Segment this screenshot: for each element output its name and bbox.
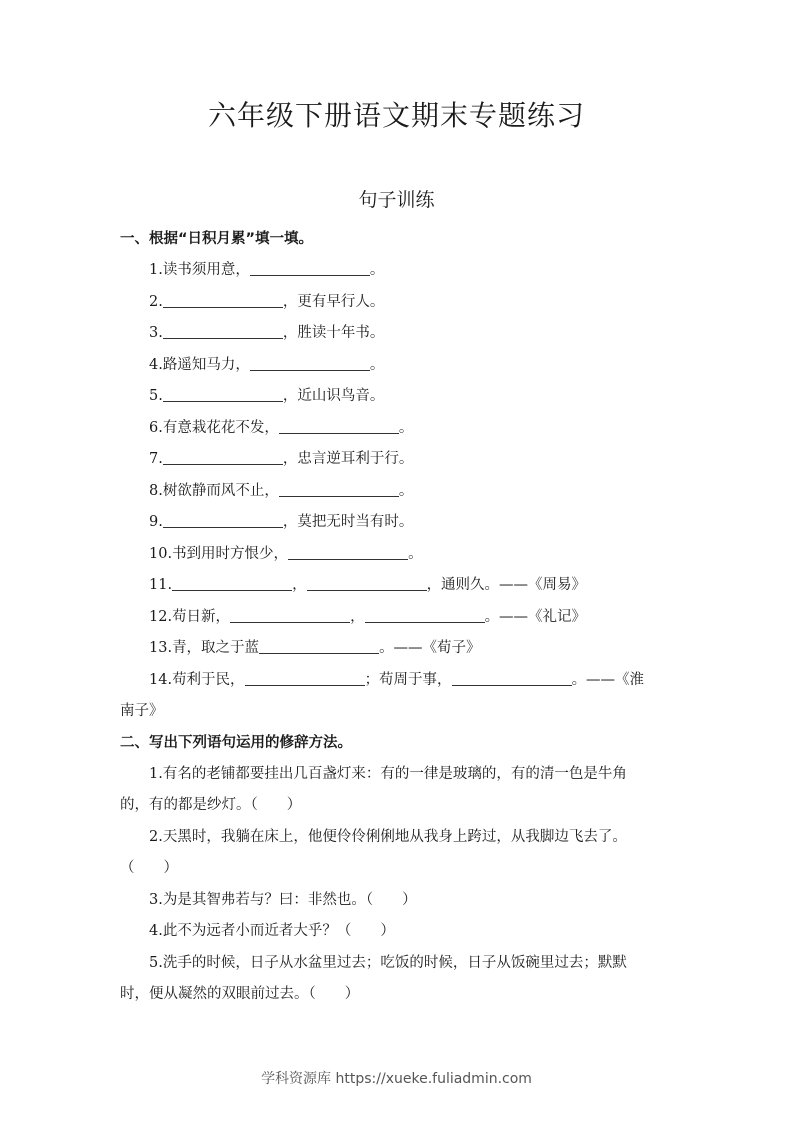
fill-item-1 (120, 255, 680, 287)
item-text-before: 路遥知马力， (162, 356, 250, 373)
item-text-after: ，胜读十年书。 (282, 325, 385, 341)
rhetoric-item-2-continuation: （ ） (120, 860, 178, 876)
item-text-after: 。 (398, 482, 414, 499)
item-number: 14. (149, 671, 173, 688)
item-number: 12. (149, 608, 173, 625)
item-text-after: ，近山识鸟音。 (282, 388, 385, 404)
item-text-after: ，更有早行人。 (282, 293, 385, 310)
item-text-after: 。 (398, 419, 414, 436)
rhetoric-item-5-continuation: 时，便从凝然的双眼前过去。（ ） (120, 986, 360, 1002)
item-text-before: 苟日新， (172, 608, 231, 625)
item-text-mid: ， (292, 577, 307, 593)
item-number: 7. (149, 451, 163, 467)
answer-blank[interactable] (452, 670, 572, 686)
answer-blank[interactable] (279, 481, 399, 497)
item-number: 4. (149, 356, 163, 373)
item-number: 9. (149, 514, 163, 530)
fill-item-14-continuation: 南子》 (120, 703, 164, 719)
answer-blank[interactable] (288, 544, 408, 560)
answer-blank[interactable] (259, 638, 379, 654)
answer-blank[interactable] (250, 260, 370, 276)
item-text-after: 。 (369, 356, 385, 373)
worksheet-content (120, 224, 680, 1011)
answer-blank[interactable] (307, 575, 427, 591)
fill-item-12 (120, 602, 680, 634)
answer-blank[interactable] (250, 355, 370, 371)
item-number: 11. (149, 577, 173, 593)
answer-blank[interactable] (163, 323, 283, 339)
fill-item-5 (120, 381, 680, 413)
item-text-after: 。——《淮 (571, 671, 645, 688)
rhetoric-item-1: 1.有名的老铺都要挂出几百盏灯来：有的一律是玻璃的，有的清一色是牛角 (149, 765, 627, 782)
fill-item-4 (120, 350, 680, 382)
item-text-after: ，莫把无时当有时。 (282, 514, 414, 530)
item-text-before: 读书须用意， (162, 262, 250, 278)
item-text-before: 青，取之于蓝 (172, 640, 260, 656)
item-number: 5. (149, 388, 163, 404)
item-text-after: 。——《礼记》 (484, 608, 587, 625)
page-title: 六年级下册语文期末专题练习 (207, 99, 585, 132)
item-text-mid: ， (350, 608, 365, 625)
item-text-before: 书到用时方恨少， (172, 545, 289, 562)
section-2-heading: 二、写出下列语句运用的修辞方法。 (120, 734, 352, 751)
item-text-before: 苟利于民， (172, 671, 245, 688)
answer-blank[interactable] (279, 418, 399, 434)
rhetoric-item-5: 5.洗手的时候，日子从水盆里过去；吃饭的时候，日子从饭碗里过去；默默 (149, 954, 627, 971)
answer-blank[interactable] (163, 512, 283, 528)
fill-item-11 (120, 570, 680, 602)
item-number: 10. (149, 545, 173, 562)
fill-item-6 (120, 413, 680, 445)
page-subtitle: 句子训练 (358, 189, 435, 211)
fill-item-7 (120, 444, 680, 476)
item-text-after: ，通则久。——《周易》 (426, 577, 587, 593)
item-text-after: 。——《荀子》 (379, 640, 481, 656)
answer-blank[interactable] (163, 386, 283, 402)
fill-item-2 (120, 287, 680, 319)
fill-item-3 (120, 318, 680, 350)
item-number: 13. (149, 640, 173, 656)
footer-source: 学科资源库 https://xueke.fuliadmin.com (261, 1071, 532, 1087)
item-text-before: 有意栽花花不发， (162, 419, 279, 436)
answer-blank[interactable] (245, 670, 365, 686)
fill-item-13 (120, 633, 680, 665)
section-1-heading: 一、根据“日积月累”填一填。 (120, 231, 314, 247)
item-text-before: 树欲静而风不止， (162, 482, 279, 499)
answer-blank[interactable] (365, 607, 485, 623)
fill-item-10 (120, 539, 680, 571)
rhetoric-item-3: 3.为是其智弗若与？曰：非然也。（ ） (149, 891, 417, 908)
rhetoric-item-1-continuation: 的，有的都是纱灯。（ ） (120, 797, 302, 813)
answer-blank[interactable] (172, 575, 292, 591)
fill-item-9 (120, 507, 680, 539)
item-number: 8. (149, 482, 163, 499)
item-number: 3. (149, 325, 163, 341)
answer-blank[interactable] (230, 607, 350, 623)
answer-blank[interactable] (163, 292, 283, 308)
answer-blank[interactable] (163, 449, 283, 465)
fill-item-14 (120, 665, 680, 697)
fill-item-8 (120, 476, 680, 508)
item-text-mid: ；苟周于事， (364, 671, 452, 688)
rhetoric-item-2: 2.天黑时，我躺在床上，他便伶伶俐俐地从我身上跨过，从我脚边飞去了。 (149, 828, 627, 845)
item-text-after: 。 (369, 262, 385, 278)
item-text-after: ，忠言逆耳利于行。 (282, 451, 414, 467)
item-number: 1. (149, 262, 163, 278)
rhetoric-item-4: 4.此不为远者小而近者大乎？（ ） (149, 923, 395, 939)
item-text-after: 。 (408, 545, 423, 562)
item-number: 6. (149, 419, 163, 436)
item-number: 2. (149, 293, 163, 310)
